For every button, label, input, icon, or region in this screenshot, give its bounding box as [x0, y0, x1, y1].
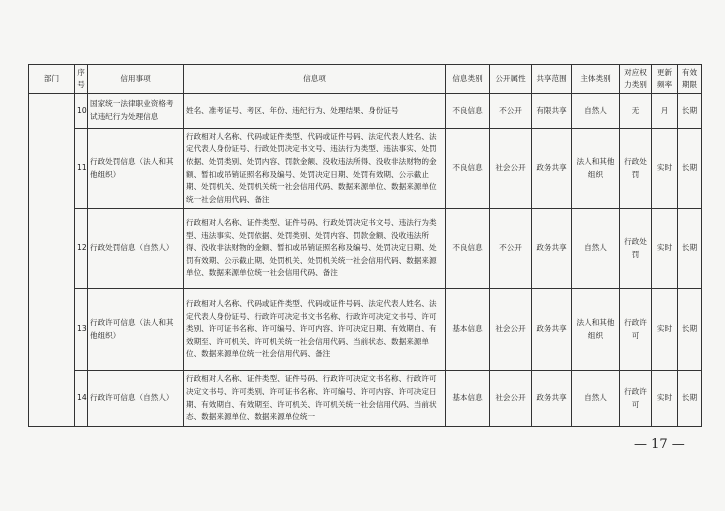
table-row	[29, 209, 702, 289]
public-attr-cell: 社会公开	[490, 289, 532, 371]
credit-item-cell: 国家统一法律职业资格考试违纪行为处理信息	[88, 94, 184, 129]
power-category-cell: 行政许可	[620, 289, 652, 371]
public-attr-cell: 不公开	[490, 209, 532, 289]
valid-period-cell: 长期	[678, 129, 702, 209]
header-update-freq: 更新频率	[652, 65, 678, 94]
public-attr-cell: 社会公开	[490, 129, 532, 209]
public-attr-cell: 社会公开	[490, 371, 532, 427]
header-share-scope: 共享范围	[532, 65, 572, 94]
info-category-cell: 不良信息	[446, 129, 490, 209]
header-public-attr: 公开属性	[490, 65, 532, 94]
header-info-category: 信息类别	[446, 65, 490, 94]
info-category-cell: 不良信息	[446, 94, 490, 129]
info-category-cell: 基本信息	[446, 371, 490, 427]
info-category-cell: 不良信息	[446, 209, 490, 289]
update-freq-cell: 实时	[652, 209, 678, 289]
header-valid-period: 有效期限	[678, 65, 702, 94]
update-freq-cell: 实时	[652, 371, 678, 427]
info-item-cell: 姓名、准考证号、考区、年份、违纪行为、处理结果、身份证号	[184, 94, 446, 129]
info-item-cell: 行政相对人名称、代码或证件类型、代码或证件号码、法定代表人姓名、法定代表人身份证号、行政处罚决定书文号、违法行为类型、违法事实、处罚依据、处罚类别、处罚内容、罚款金额、没收违法所得、没收非法财物的金额、暂扣或吊销证照名称及编号、处罚决定日期、处罚有效期、公示截止期、处罚机关、处罚机关统一社会信用代码、数据来源单位、数据来源单位统一社会信用代码、备注	[184, 129, 446, 209]
power-category-cell: 行政处罚	[620, 209, 652, 289]
subject-category-cell: 自然人	[572, 371, 620, 427]
subject-category-cell: 法人和其他组织	[572, 129, 620, 209]
power-category-cell: 行政处罚	[620, 129, 652, 209]
header-info-item: 信息项	[184, 65, 446, 94]
valid-period-cell: 长期	[678, 209, 702, 289]
share-scope-cell: 有限共享	[532, 94, 572, 129]
update-freq-cell: 实时	[652, 129, 678, 209]
share-scope-cell: 政务共享	[532, 209, 572, 289]
valid-period-cell: 长期	[678, 289, 702, 371]
credit-item-cell: 行政处罚信息（自然人）	[88, 209, 184, 289]
info-item-cell: 行政相对人名称、证件类型、证件号码、行政许可决定文书名称、行政许可决定文书号、许可类别、许可证书名称、许可编号、许可内容、许可决定日期、有效期自、有效期至、许可机关、许可机关统一社会信用代码、当前状态、数据来源单位、数据来源单位统一	[184, 371, 446, 427]
subject-category-cell: 自然人	[572, 209, 620, 289]
header-credit-item: 信用事项	[88, 65, 184, 94]
subject-category-cell: 法人和其他组织	[572, 289, 620, 371]
table-row	[29, 289, 702, 371]
page-number: — 17 —	[634, 437, 685, 452]
update-freq-cell: 实时	[652, 289, 678, 371]
share-scope-cell: 政务共享	[532, 371, 572, 427]
credit-info-table	[28, 64, 702, 427]
table-row	[29, 94, 702, 129]
header-subject-category: 主体类别	[572, 65, 620, 94]
dept-cell	[29, 94, 75, 427]
table-row	[29, 129, 702, 209]
seq-cell: 11	[75, 129, 88, 209]
seq-cell: 13	[75, 289, 88, 371]
seq-cell: 10	[75, 94, 88, 129]
info-item-cell: 行政相对人名称、证件类型、证件号码、行政处罚决定书文号、违法行为类型、违法事实、处罚依据、处罚类别、处罚内容、罚款金额、没收违法所得、没收非法财物的金额、暂扣或吊销证照名称及编号、处罚决定日期、处罚有效期、公示截止期、处罚机关、处罚机关统一社会信用代码、数据来源单位、数据来源单位统一社会信用代码、备注	[184, 209, 446, 289]
header-row	[29, 65, 702, 94]
public-attr-cell: 不公开	[490, 94, 532, 129]
credit-item-cell: 行政许可信息（自然人）	[88, 371, 184, 427]
power-category-cell: 无	[620, 94, 652, 129]
share-scope-cell: 政务共享	[532, 289, 572, 371]
valid-period-cell: 长期	[678, 94, 702, 129]
seq-cell: 14	[75, 371, 88, 427]
power-category-cell: 行政许可	[620, 371, 652, 427]
update-freq-cell: 月	[652, 94, 678, 129]
header-power-category: 对应权力类别	[620, 65, 652, 94]
valid-period-cell: 长期	[678, 371, 702, 427]
header-seq: 序号	[75, 65, 88, 94]
seq-cell: 12	[75, 209, 88, 289]
info-item-cell: 行政相对人名称、代码或证件类型、代码或证件号码、法定代表人姓名、法定代表人身份证号、行政许可决定书文书名称、行政许可决定文书号、许可类别、许可证书名称、许可编号、许可内容、许可决定日期、有效期自、有效期至、许可机关、许可机关统一社会信用代码、当前状态、数据来源单位、数据来源单位统一社会信用代码、备注	[184, 289, 446, 371]
info-category-cell: 基本信息	[446, 289, 490, 371]
subject-category-cell: 自然人	[572, 94, 620, 129]
header-dept: 部门	[29, 65, 75, 94]
credit-item-cell: 行政许可信息（法人和其他组织）	[88, 289, 184, 371]
share-scope-cell: 政务共享	[532, 129, 572, 209]
credit-item-cell: 行政处罚信息（法人和其他组织）	[88, 129, 184, 209]
table-row	[29, 371, 702, 427]
